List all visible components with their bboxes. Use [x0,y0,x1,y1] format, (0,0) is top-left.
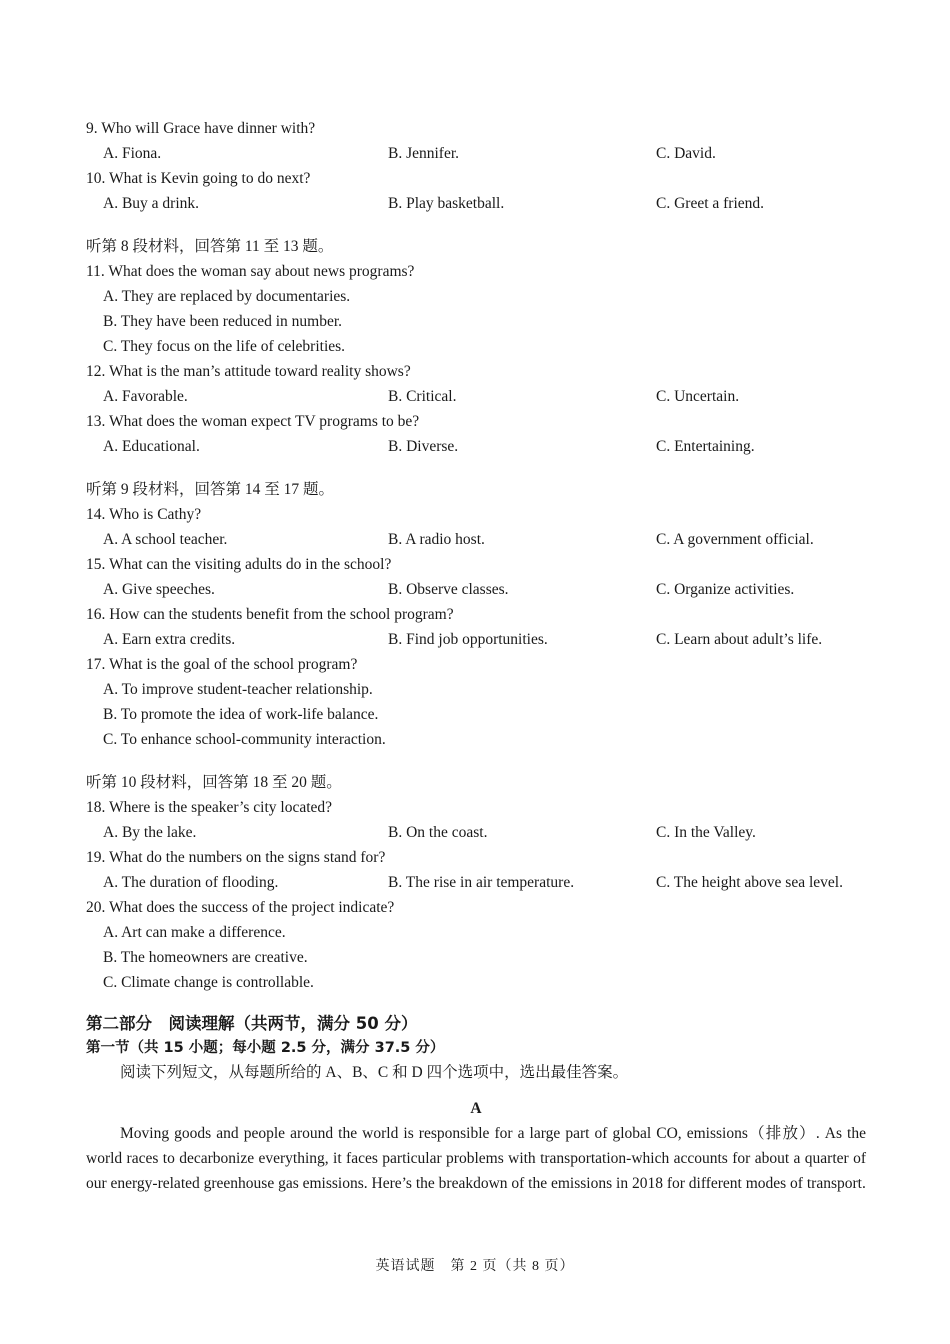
question-10-option-c: C. Greet a friend. [656,195,765,212]
question-9-options [86,141,866,166]
question-18-options [86,820,866,845]
question-14-option-a: A. A school teacher. [103,531,228,548]
question-9-option-a: A. Fiona. [103,145,162,162]
part-2-title: 第二部分 阅读理解（共两节，满分 50 分） [86,1014,418,1033]
question-11-option-a: A. They are replaced by documentaries. [103,288,351,305]
question-19-option-c: C. The height above sea level. [656,874,843,891]
part-2-section-1-title: 第一节（共 15 小题；每小题 2.5 分，满分 37.5 分） [86,1040,445,1056]
question-10-option-b: B. Play basketball. [388,195,505,212]
question-9-option-c: C. David. [656,145,716,162]
question-12-option-b: B. Critical. [388,388,457,405]
question-16-stem: 16. How can the students benefit from the school program? [86,606,454,623]
question-14-options [86,527,866,552]
question-16-option-a: A. Earn extra credits. [103,631,236,648]
question-15-option-c: C. Organize activities. [656,581,795,598]
question-15-stem: 15. What can the visiting adults do in the school? [86,556,392,573]
question-15-option-a: A. Give speeches. [103,581,215,598]
question-15-options [86,577,866,602]
question-16-options [86,627,866,652]
question-11-option-c: C. They focus on the life of celebrities. [103,338,346,355]
question-13-stem: 13. What does the woman expect TV programs to be? [86,413,420,430]
question-18-option-a: A. By the lake. [103,824,197,841]
question-16-option-b: B. Find job opportunities. [388,631,548,648]
question-10-stem: 10. What is Kevin going to do next? [86,170,311,187]
question-14-stem: 14. Who is Cathy? [86,506,202,523]
question-19-stem: 19. What do the numbers on the signs stand for? [86,849,386,866]
question-13-options [86,434,866,459]
question-16-option-c: C. Learn about adult’s life. [656,631,823,648]
page-content [86,116,866,1196]
page-footer: 英语试题 第 2 页（共 8 页） [375,1259,575,1274]
question-17-option-c: C. To enhance school-community interaction. [103,731,386,748]
passage-a-label: A [470,1100,482,1117]
passage-a-paragraph: Moving goods and people around the world is responsible for a large part of global CO, emissions（排放）. As the world races to decarbonize everything, it faces particular problems with transportation-which accounts for about a quarter of our energy-related greenhouse gas emissions. Here’s the breakdown of the emissions in 2018 for different modes of transport. [86,1125,866,1192]
question-17-option-a: A. To improve student-teacher relationship. [103,681,373,698]
question-19-option-b: B. The rise in air temperature. [388,874,575,891]
question-17-option-b: B. To promote the idea of work-life balance. [103,706,379,723]
question-20-option-a: A. Art can make a difference. [103,924,286,941]
question-15-option-b: B. Observe classes. [388,581,509,598]
question-12-option-a: A. Favorable. [103,388,188,405]
question-20-stem: 20. What does the success of the project indicate? [86,899,395,916]
question-13-option-b: B. Diverse. [388,438,459,455]
question-14-option-c: C. A government official. [656,531,814,548]
section-9-heading: 听第 9 段材料，回答第 14 至 17 题。 [86,481,335,498]
question-20-option-b: B. The homeowners are creative. [103,949,308,966]
section-8-heading: 听第 8 段材料，回答第 11 至 13 题。 [86,238,334,255]
question-12-stem: 12. What is the man’s attitude toward reality shows? [86,363,411,380]
question-9-option-b: B. Jennifer. [388,145,460,162]
question-18-option-b: B. On the coast. [388,824,488,841]
question-19-option-a: A. The duration of flooding. [103,874,279,891]
question-18-stem: 18. Where is the speaker’s city located? [86,799,333,816]
question-11-stem: 11. What does the woman say about news programs? [86,263,415,280]
question-13-option-c: C. Entertaining. [656,438,755,455]
question-20-option-c: C. Climate change is controllable. [103,974,314,991]
question-18-option-c: C. In the Valley. [656,824,756,841]
question-10-options [86,191,866,216]
question-12-options [86,384,866,409]
part-2-instruction: 阅读下列短文，从每题所给的 A、B、C 和 D 四个选项中，选出最佳答案。 [120,1064,629,1081]
question-13-option-a: A. Educational. [103,438,200,455]
question-17-stem: 17. What is the goal of the school program? [86,656,358,673]
section-10-heading: 听第 10 段材料，回答第 18 至 20 题。 [86,774,342,791]
question-19-options [86,870,866,895]
question-12-option-c: C. Uncertain. [656,388,740,405]
question-9-stem: 9. Who will Grace have dinner with? [86,120,316,137]
question-11-option-b: B. They have been reduced in number. [103,313,343,330]
question-14-option-b: B. A radio host. [388,531,485,548]
question-10-option-a: A. Buy a drink. [103,195,200,212]
